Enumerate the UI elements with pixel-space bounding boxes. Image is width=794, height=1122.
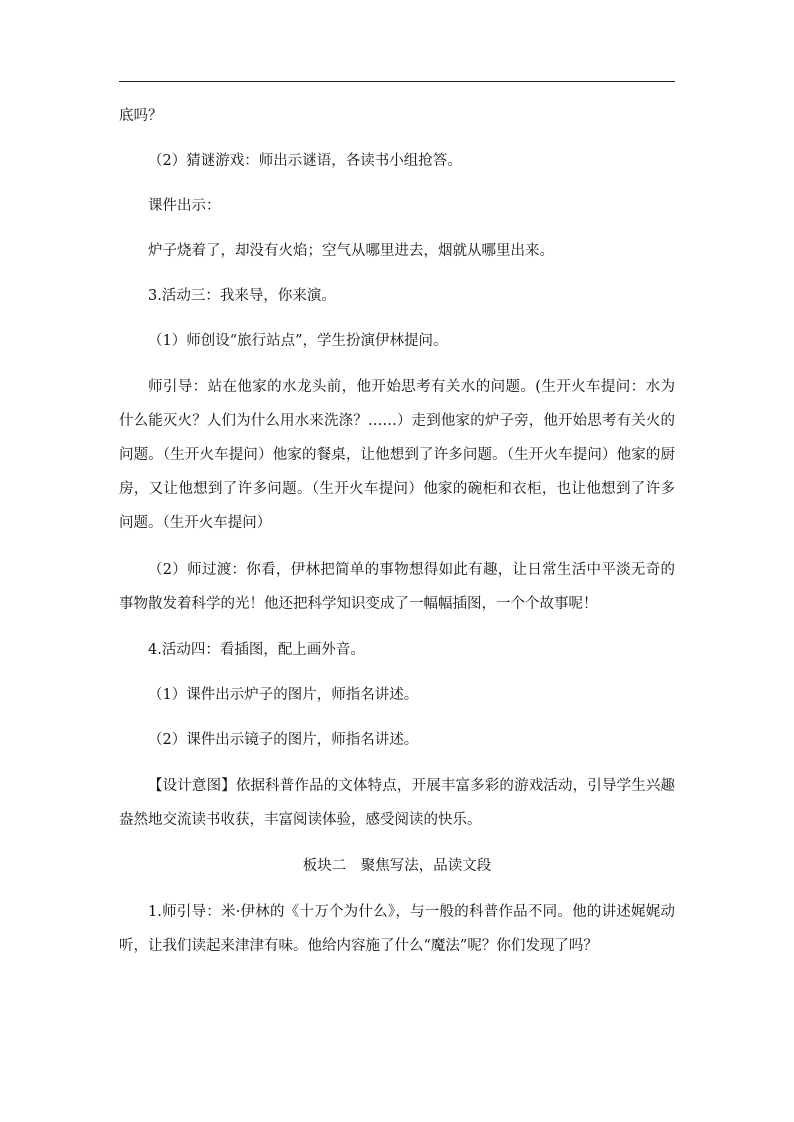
paragraph-continuation: 底吗？ — [119, 108, 163, 124]
paragraph-teacher-guide: 师引导：站在他家的水龙头前，他开始思考有关水的问题。(生开火车提问：水为什么能灭火？人们为什么用水来洗涤？……）走到他家的炉子旁，他开始思考有关火的问题。（生开火车提问）他家的餐桌，让他想到了许多问题。（生开火车提问）他家的厨房，又让他想到了许多问题。（生开火车提问）他家的碗柜和衣柜，也让他想到了许多问题。（生开火车提问） — [119, 379, 675, 531]
paragraph-stove-picture: （1）课件出示炉子的图片，师指名讲述。 — [148, 687, 419, 703]
header-rule — [119, 81, 675, 82]
paragraph-travel-station: （1）师创设“旅行站点”，学生扮演伊林提问。 — [148, 333, 448, 349]
paragraph-design-intent: 【设计意图】依据科普作品的文体特点，开展丰富多彩的游戏活动，引导学生兴趣盎然地交流读书收获，丰富阅读体验，感受阅读的快乐。 — [119, 778, 675, 828]
paragraph-mirror-picture: （2）课件出示镜子的图片，师指名讲述。 — [148, 732, 419, 748]
paragraph-activity-three: 3.活动三：我来导，你来演。 — [148, 288, 336, 304]
paragraph-teacher-transition: （2）师过渡：你看，伊林把简单的事物想得如此有趣，让日常生活中平淡无奇的事物散发着科学的光！他还把科学知识变成了一幅幅插图，一个个故事呢！ — [119, 562, 675, 612]
paragraph-ilin-guide: 1.师引导：米·伊林的《十万个为什么》，与一般的科普作品不同。他的讲述娓娓动听，让我们读起来津津有味。他给内容施了什么“魔法”呢？你们发现了吗？ — [119, 904, 675, 954]
document-body — [119, 98, 675, 963]
paragraph-riddle-text: 炉子烧着了，却没有火焰；空气从哪里进去，烟就从哪里出来。 — [148, 243, 554, 259]
paragraph-activity-four: 4.活动四：看插图，配上画外音。 — [148, 642, 365, 658]
paragraph-riddle-game: （2）猜谜游戏：师出示谜语，各读书小组抢答。 — [148, 153, 462, 169]
paragraph-courseware-show: 课件出示： — [148, 198, 221, 214]
section-heading-block-two: 板块二 聚焦写法，品读文段 — [302, 858, 492, 874]
